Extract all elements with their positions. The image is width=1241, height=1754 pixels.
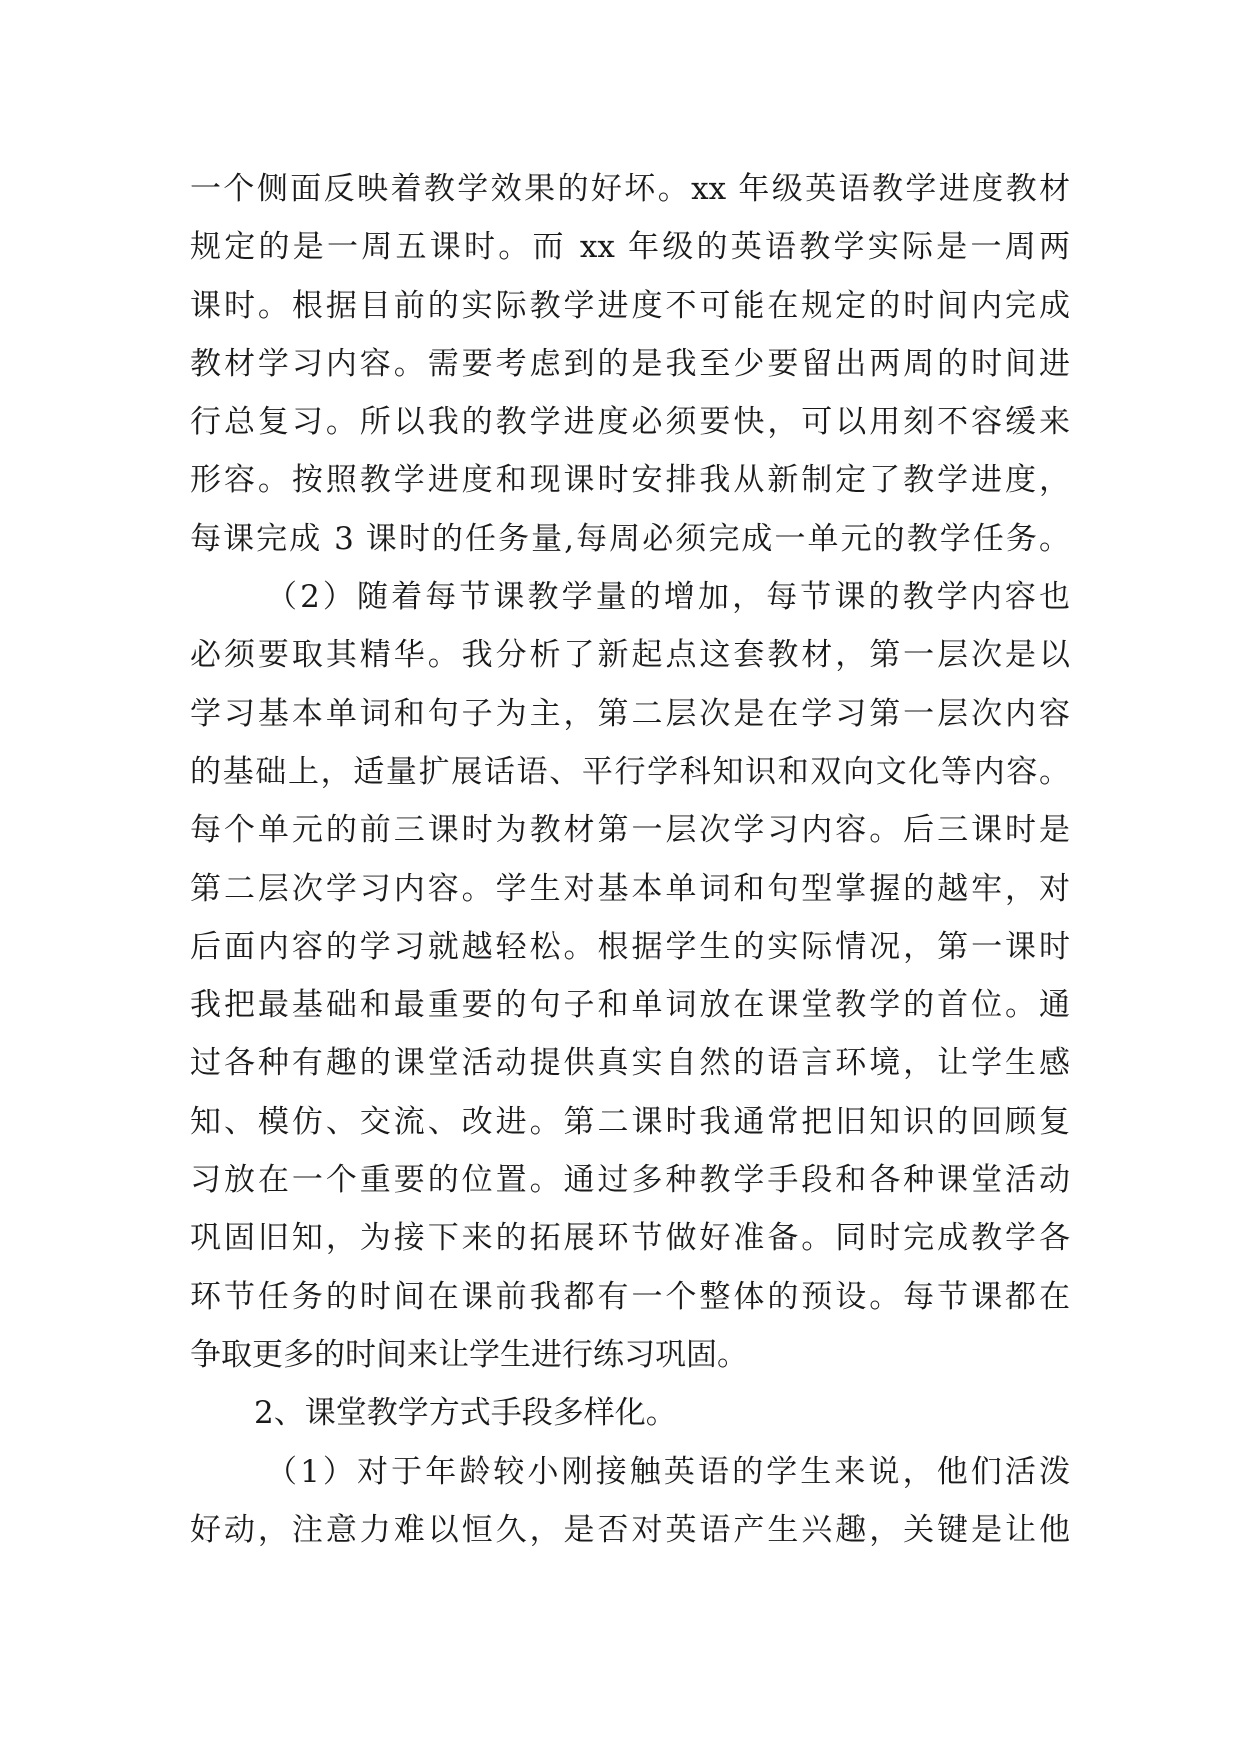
- text-line: 习放在一个重要的位置。通过多种教学手段和各种课堂活动: [190, 1162, 1070, 1199]
- text-line: 过各种有趣的课堂活动提供真实自然的语言环境，让学生感: [190, 1045, 1070, 1082]
- text-line: 一个侧面反映着教学效果的好坏。xx 年级英语教学进度教材: [190, 171, 1070, 207]
- text-line: 教材学习内容。需要考虑到的是我至少要留出两周的时间进: [190, 345, 1070, 382]
- text-line: 必须要取其精华。我分析了新起点这套教材，第一层次是以: [190, 637, 1070, 674]
- text-line: 知、模仿、交流、改进。第二课时我通常把旧知识的回顾复: [190, 1103, 1070, 1140]
- text-line: 规定的是一周五课时。而 xx 年级的英语教学实际是一周两: [190, 229, 1070, 266]
- text-line: 第二层次学习内容。学生对基本单词和句型掌握的越牢，对: [190, 870, 1070, 907]
- body-text: [190, 160, 1070, 1559]
- text-line: 巩固旧知，为接下来的拓展环节做好准备。同时完成教学各: [190, 1220, 1070, 1257]
- text-line: 每课完成 3 课时的任务量,每周必须完成一单元的教学任务。: [190, 520, 1070, 557]
- text-line: 环节任务的时间在课前我都有一个整体的预设。每节课都在: [190, 1278, 1070, 1315]
- paragraph-end-line: 争取更多的时间来让学生进行练习巩固。: [190, 1336, 748, 1373]
- paragraph-start-line: （2）随着每节课教学量的增加，每节课的教学内容也: [266, 579, 1070, 616]
- paragraph-start-line: （1）对于年龄较小刚接触英语的学生来说，他们活泼: [266, 1453, 1070, 1490]
- text-line: 我把最基础和最重要的句子和单词放在课堂教学的首位。通: [190, 987, 1070, 1024]
- text-line: 每个单元的前三课时为教材第一层次学习内容。后三课时是: [190, 812, 1070, 849]
- text-line: 后面内容的学习就越轻松。根据学生的实际情况，第一课时: [190, 928, 1070, 965]
- text-line: 课时。根据目前的实际教学进度不可能在规定的时间内完成: [190, 287, 1070, 324]
- text-line: 的基础上，适量扩展话语、平行学科知识和双向文化等内容。: [190, 753, 1070, 790]
- text-line: 好动，注意力难以恒久，是否对英语产生兴趣，关键是让他: [190, 1511, 1070, 1548]
- text-line: 行总复习。所以我的教学进度必须要快，可以用刻不容缓来: [190, 404, 1070, 441]
- section-heading: 2、课堂教学方式手段多样化。: [254, 1395, 677, 1432]
- text-line: 学习基本单词和句子为主，第二层次是在学习第一层次内容: [190, 695, 1070, 732]
- text-line: 形容。按照教学进度和现课时安排我从新制定了教学进度，: [190, 462, 1070, 499]
